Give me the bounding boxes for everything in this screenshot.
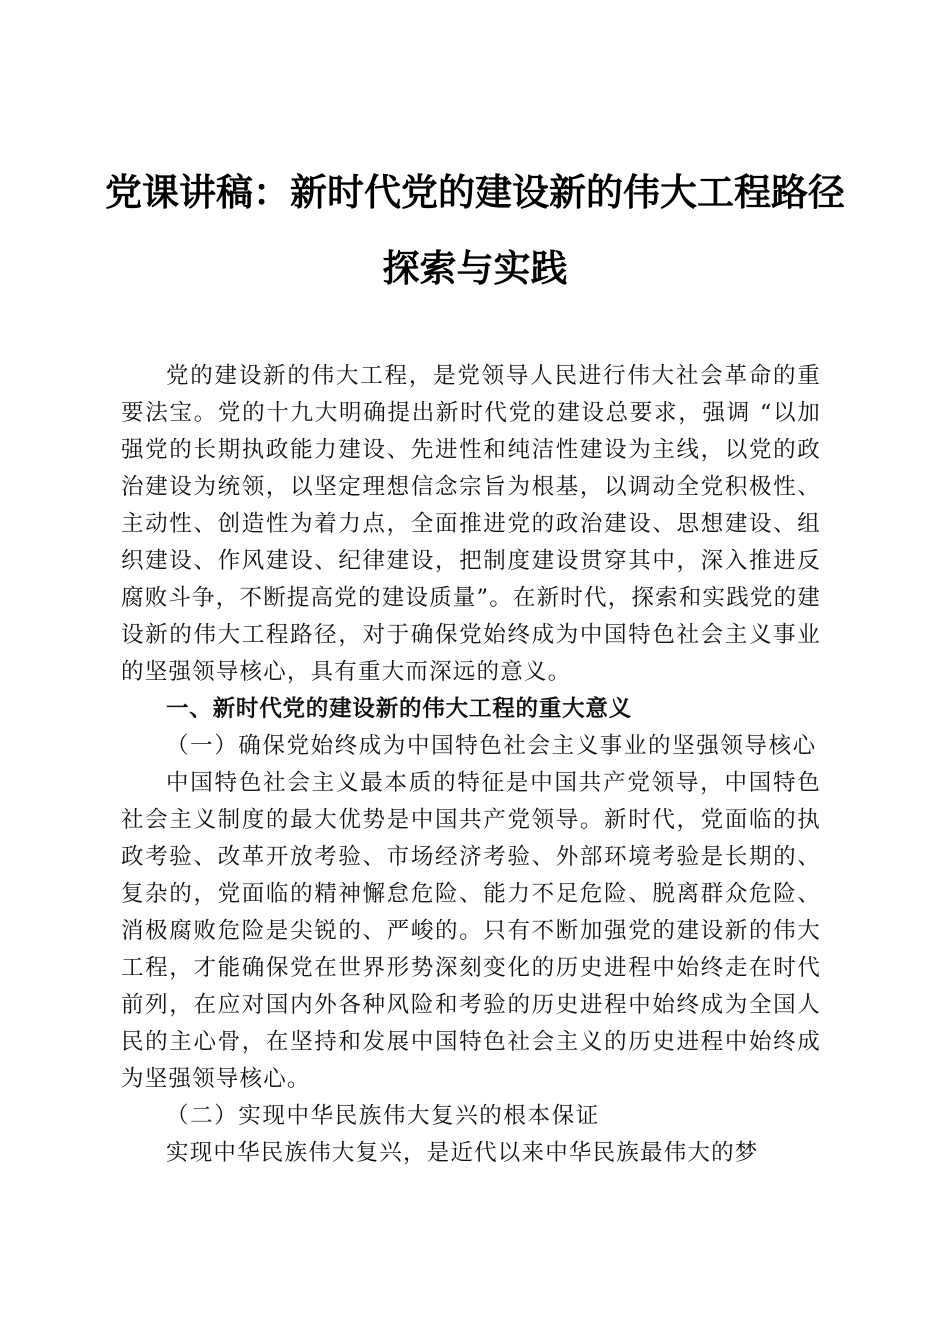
document-title-line-2: 探索与实践	[382, 246, 568, 290]
subsection-1-paragraph: 中国特色社会主义最本质的特征是中国共产党领导，中国特色社会主义制度的最大优势是中国共产党领导。新时代，党面临的执政考验、改革开放考验、市场经济考验、外部环境考验是长期的、复杂的，党面临的精神懈怠危险、能力不足危险、脱离群众危险、消极腐败危险是尖锐的、严峻的。只有不断加强党的建设新的伟大工程，才能确保党在世界形势深刻变化的历史进程中始终走在时代前列，在应对国内外各种风险和考验的历史进程中始终成为全国人民的主心骨，在坚持和发展中国特色社会主义的历史进程中始终成为坚强领导核心。	[121, 770, 821, 1092]
intro-paragraph: 党的建设新的伟大工程，是党领导人民进行伟大社会革命的重要法宝。党的十九大明确提出新时代党的建设总要求，强调 “以加强党的长期执政能力建设、先进性和纯洁性建设为主线，以党的政治建设为统领，以坚定理想信念宗旨为根基，以调动全党积极性、主动性、创造性为着力点，全面推进党的政治建设、思想建设、组织建设、作风建设、纪律建设，把制度建设贯穿其中，深入推进反腐败斗争，不断提高党的建设质量”。在新时代，探索和实践党的建设新的伟大工程路径，对于确保党始终成为中国特色社会主义事业的坚强领导核心，具有重大而深远的意义。	[121, 363, 822, 685]
document-title-line-1: 党课讲稿：新时代党的建设新的伟大工程路径	[105, 170, 845, 214]
section-1-heading: 一、新时代党的建设新的伟大工程的重大意义	[166, 696, 633, 722]
subsection-1-heading: （一）确保党始终成为中国特色社会主义事业的坚强领导核心	[166, 733, 817, 759]
document-body	[121, 358, 821, 1172]
subsection-2-paragraph: 实现中华民族伟大复兴，是近代以来中华民族最伟大的梦	[166, 1140, 759, 1166]
subsection-2-heading: （二）实现中华民族伟大复兴的根本保证	[166, 1103, 600, 1129]
